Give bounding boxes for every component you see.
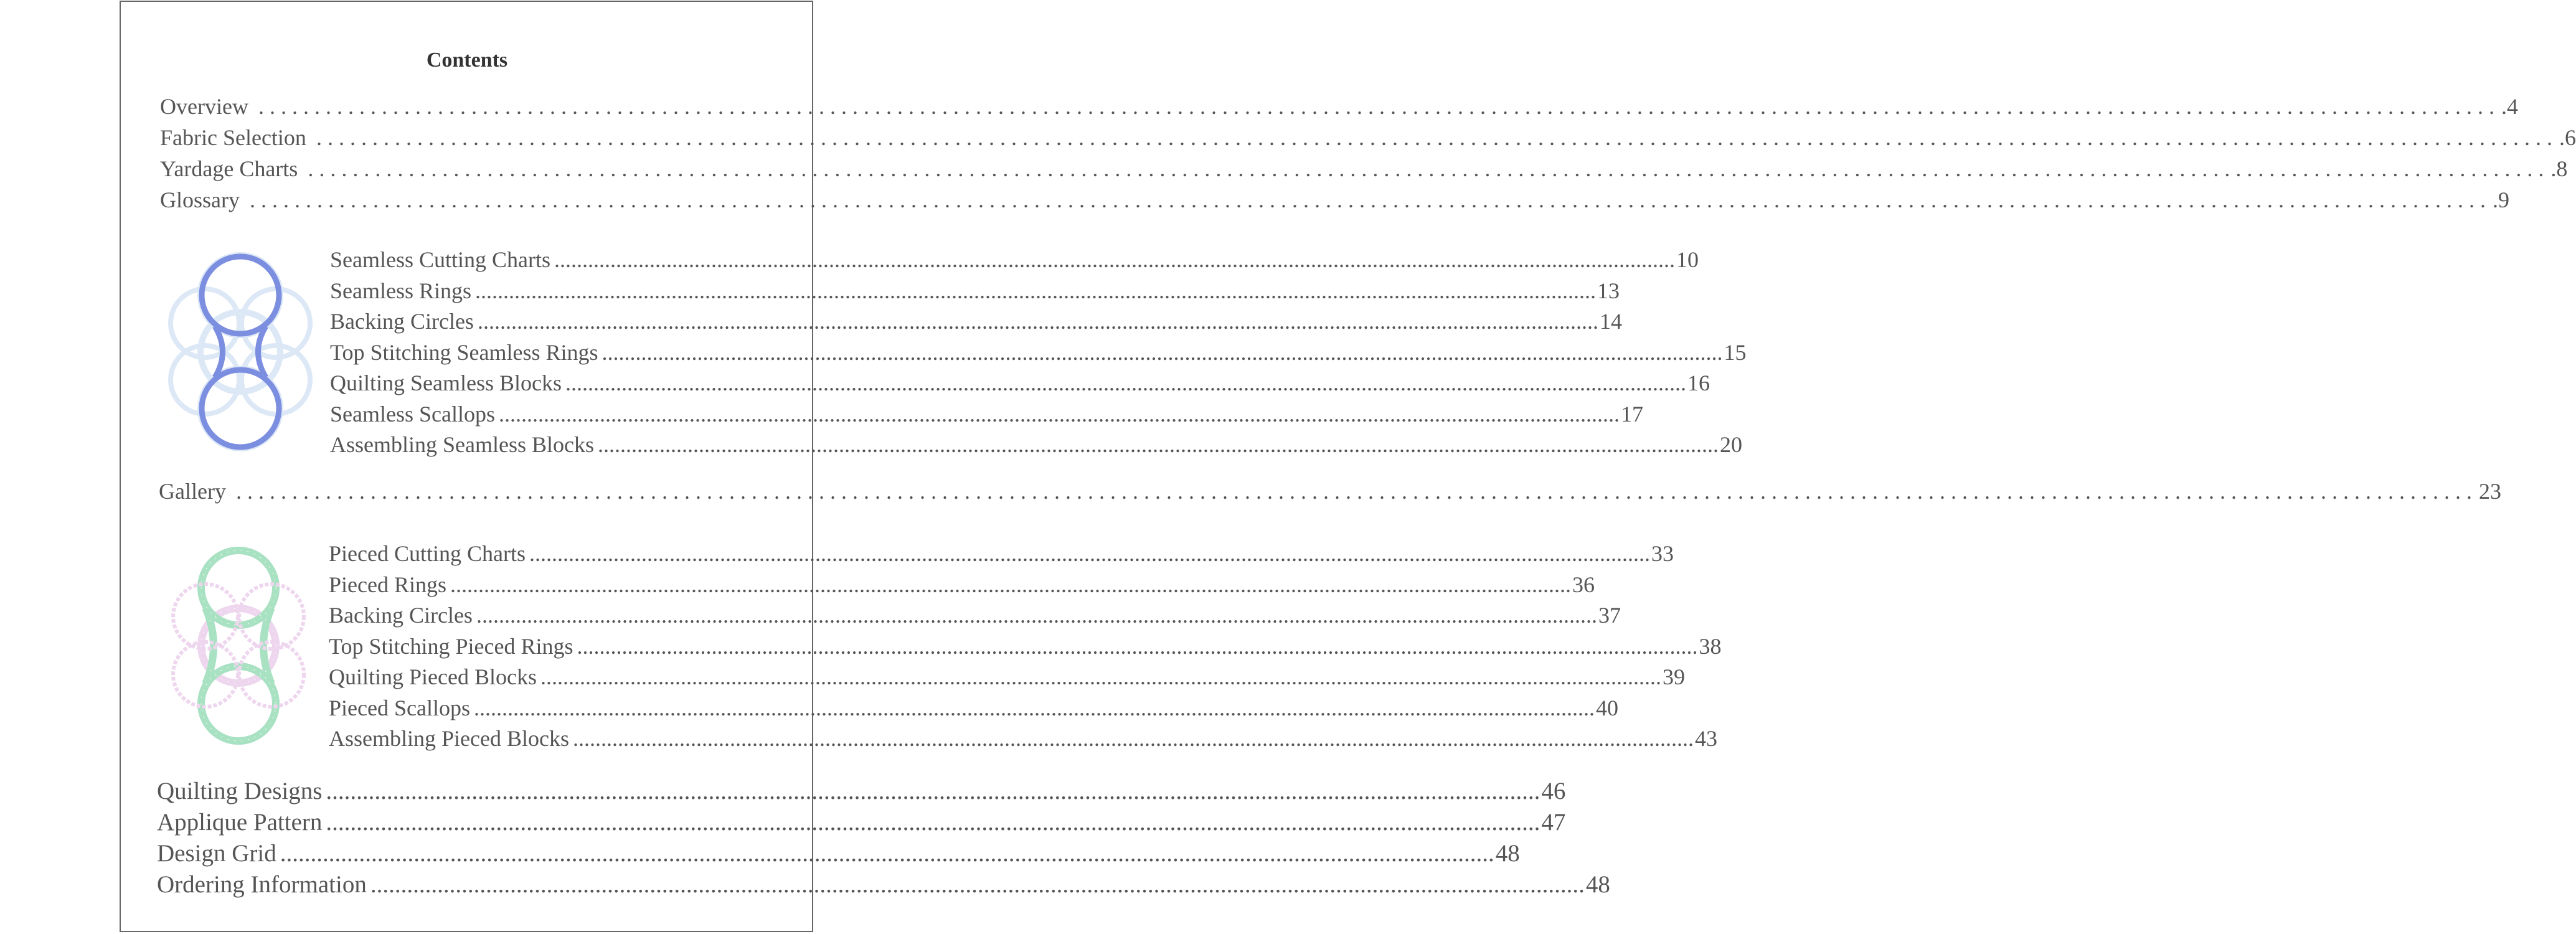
toc-entry xyxy=(157,808,1566,836)
toc-entry-title: Glossary xyxy=(160,187,240,212)
dot-leader: ........................................................................................................................................................................................................ xyxy=(602,339,1723,365)
toc-entry-title: Seamless Cutting Charts xyxy=(330,247,550,272)
toc-entry-page-number: .8 xyxy=(2550,156,2568,181)
toc-entry-page-number: .4 xyxy=(2501,94,2518,119)
dot-leader: ........................................................................................................................................................................................................ xyxy=(529,541,1650,566)
toc-entry-page-number: 20 xyxy=(1719,432,1742,457)
dot-leader: ........................................................................................................................................................................................................ xyxy=(280,840,1494,867)
page-title: Contents xyxy=(426,49,508,72)
toc-entry xyxy=(329,695,1618,721)
toc-entry xyxy=(329,602,1621,628)
toc-entry-title: Assembling Pieced Blocks xyxy=(329,726,569,751)
dot-leader: ........................................................................................................................................................................................................ xyxy=(326,809,1540,836)
toc-entry-page-number: 47 xyxy=(1541,809,1566,836)
toc-entry xyxy=(330,432,1742,458)
toc-entry xyxy=(160,93,2518,120)
toc-entry xyxy=(160,125,2576,151)
toc-entry-title: Assembling Seamless Blocks xyxy=(330,432,594,457)
toc-entry-page-number: .6 xyxy=(2559,125,2576,150)
toc-entry xyxy=(330,401,1643,427)
dot-leader: ........................................................................................................................................................................................................ xyxy=(498,401,1620,427)
toc-entry-title: Seamless Scallops xyxy=(330,401,495,427)
toc-entry-title: Ordering Information xyxy=(157,871,367,898)
toc-entry-page-number: 16 xyxy=(1687,370,1710,395)
dot-leader: ........................................................................................................................................................................................................ xyxy=(572,726,1694,751)
toc-entry-title: Gallery xyxy=(159,479,226,504)
toc-entry xyxy=(330,370,1710,396)
dot-leader: ........................................................................................................................................................................................................ xyxy=(308,156,2550,181)
toc-entry-title: Seamless Rings xyxy=(330,278,472,303)
toc-entry-title: Top Stitching Seamless Rings xyxy=(330,339,598,365)
toc-entry-title: Pieced Scallops xyxy=(329,695,470,720)
toc-entry-title: Design Grid xyxy=(157,840,276,867)
toc-entry xyxy=(329,572,1595,598)
toc-entry-title: Pieced Rings xyxy=(329,572,446,597)
toc-entry-title: Backing Circles xyxy=(330,309,474,334)
toc-entry-title: Pieced Cutting Charts xyxy=(329,541,526,566)
toc-entry-title: Backing Circles xyxy=(329,603,473,628)
dot-leader: ........................................................................................................................................................................................................ xyxy=(326,778,1540,804)
dot-leader: ........................................................................................................................................................................................................ xyxy=(450,572,1571,597)
toc-entry-page-number: 36 xyxy=(1572,572,1595,597)
toc-entry-page-number: 48 xyxy=(1495,840,1520,867)
toc-entry xyxy=(330,278,1620,304)
toc-entry-page-number: 17 xyxy=(1620,401,1643,427)
toc-entry xyxy=(330,339,1747,366)
dot-leader: ........................................................................................................................................................................................................ xyxy=(258,94,2500,119)
dot-leader: ........................................................................................................................................................................................................ xyxy=(370,871,1585,898)
dot-leader: ........................................................................................................................................................................................................ xyxy=(477,309,1598,334)
toc-entry-title: Yardage Charts xyxy=(160,156,298,181)
toc-entry-page-number: 14 xyxy=(1599,309,1622,334)
toc-entry-title: Quilting Designs xyxy=(157,778,323,804)
pieced-rings-icon xyxy=(194,545,283,746)
toc-entry-page-number: 15 xyxy=(1724,339,1747,365)
dot-leader: ........................................................................................................................................................................................................ xyxy=(473,695,1595,720)
dot-leader: ........................................................................................................................................................................................................ xyxy=(597,432,1719,457)
toc-entry-page-number: 10 xyxy=(1676,247,1699,272)
dot-leader: ........................................................................................................................................................................................................ xyxy=(235,479,2478,504)
toc-entry-page-number: 46 xyxy=(1541,778,1566,804)
toc-entry-title: Fabric Selection xyxy=(160,125,306,150)
dot-leader: ........................................................................................................................................................................................................ xyxy=(565,370,1686,395)
toc-entry-page-number: 37 xyxy=(1598,603,1621,628)
dot-leader: ........................................................................................................................................................................................................ xyxy=(577,633,1698,659)
toc-entry xyxy=(160,187,2509,213)
toc-entry xyxy=(330,247,1699,273)
toc-entry xyxy=(329,633,1722,659)
seamless-rings-icon xyxy=(196,250,285,453)
toc-entry-page-number: 23 xyxy=(2478,479,2501,504)
dot-leader: ........................................................................................................................................................................................................ xyxy=(316,125,2558,150)
toc-entry xyxy=(329,664,1685,690)
toc-entry-page-number: 39 xyxy=(1662,664,1685,689)
toc-entry-title: Quilting Seamless Blocks xyxy=(330,370,562,395)
toc-entry xyxy=(157,839,1520,867)
toc-entry-page-number: 48 xyxy=(1585,871,1610,898)
dot-leader: ........................................................................................................................................................................................................ xyxy=(554,247,1675,272)
toc-entry xyxy=(330,308,1622,334)
toc-entry xyxy=(157,870,1610,899)
toc-entry-page-number: .9 xyxy=(2493,187,2509,212)
toc-entry xyxy=(159,478,2501,504)
toc-entry-title: Quilting Pieced Blocks xyxy=(329,664,537,689)
dot-leader: ........................................................................................................................................................................................................ xyxy=(250,187,2491,212)
toc-entry-title: Overview xyxy=(160,94,248,119)
toc-entry-page-number: 38 xyxy=(1699,633,1722,659)
toc-entry-title: Top Stitching Pieced Rings xyxy=(329,633,573,659)
toc-entry xyxy=(157,777,1566,805)
toc-entry-page-number: 40 xyxy=(1595,695,1618,720)
toc-entry xyxy=(160,156,2568,182)
toc-entry-title: Applique Pattern xyxy=(157,809,323,836)
toc-entry-page-number: 13 xyxy=(1597,278,1620,303)
toc-entry xyxy=(329,725,1717,752)
dot-leader: ........................................................................................................................................................................................................ xyxy=(476,603,1597,628)
toc-entry-page-number: 33 xyxy=(1651,541,1674,566)
toc-entry-page-number: 43 xyxy=(1694,726,1717,751)
dot-leader: ........................................................................................................................................................................................................ xyxy=(540,664,1661,689)
dot-leader: ........................................................................................................................................................................................................ xyxy=(475,278,1597,303)
toc-entry xyxy=(329,540,1674,567)
